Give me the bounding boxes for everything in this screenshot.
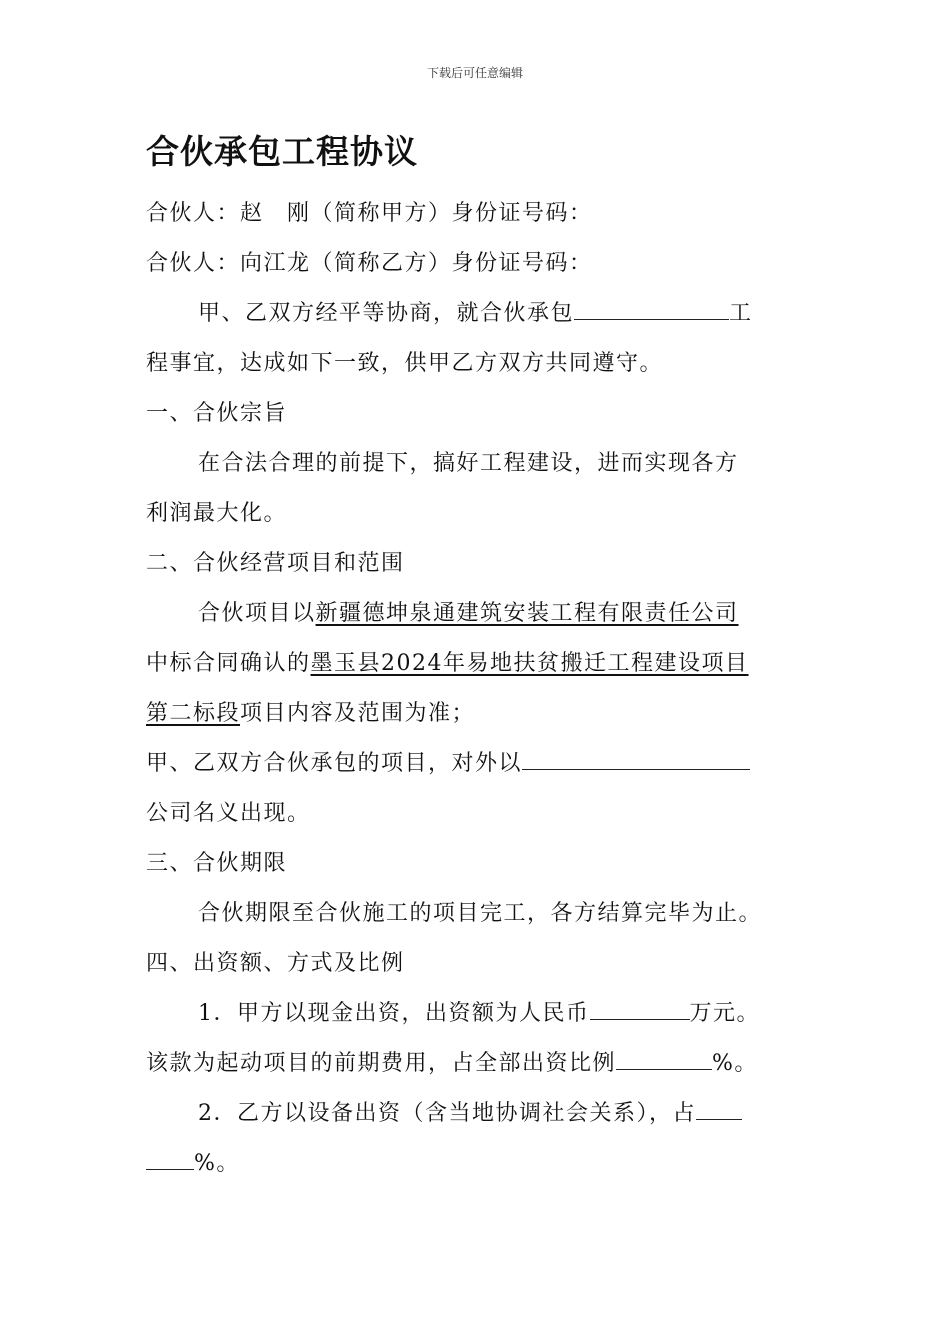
- s4-text-c: 该款为起动项目的前期费用，占全部出资比例: [146, 1051, 617, 1076]
- section-1-text-2: 利润最大化。: [146, 501, 288, 526]
- ratio-b-blank-start[interactable]: [696, 1101, 742, 1120]
- party-b-line: 合伙人：向江龙（简称乙方）身份证号码：: [146, 251, 593, 276]
- s2-text-b: 中标合同确认的: [146, 651, 311, 676]
- ratio-b-blank-end[interactable]: [146, 1151, 194, 1170]
- ratio-a-blank[interactable]: [616, 1051, 712, 1070]
- section-1-heading: 一、合伙宗旨: [146, 401, 288, 426]
- section-2-line-2: [146, 646, 749, 677]
- project-name: 墨玉县2024年易地扶贫搬迁工程建设项目: [310, 651, 749, 676]
- intro-text-b: 工: [729, 301, 753, 326]
- project-section: 第二标段: [146, 701, 241, 726]
- section-4-heading: 四、出资额、方式及比例: [146, 951, 405, 976]
- s2-text-c: 项目内容及范围为准；: [240, 701, 476, 726]
- header-note: 下载后可任意编辑: [426, 66, 523, 80]
- intro-text-a: 甲、乙双方经平等协商，就合伙承包: [198, 301, 575, 326]
- section-4-line-3: [198, 1096, 742, 1127]
- intro-line-1: [198, 296, 753, 327]
- s4-text-f: %。: [194, 1151, 240, 1176]
- document-title: 合伙承包工程协议: [146, 132, 418, 171]
- s4-text-a: 1．甲方以现金出资，出资额为人民币: [198, 1001, 590, 1026]
- project-name-blank[interactable]: [574, 301, 729, 320]
- section-3-text: 合伙期限至合伙施工的项目完工，各方结算完毕为止。: [198, 901, 763, 926]
- s4-text-b: 万元。: [689, 1001, 761, 1026]
- party-a-line: 合伙人：赵 刚（简称甲方）身份证号码：: [146, 201, 593, 226]
- s4-text-e: 2．乙方以设备出资（含当地协调社会关系），占: [198, 1101, 696, 1126]
- intro-line-2: 程事宜，达成如下一致，供甲乙方双方共同遵守。: [146, 351, 664, 376]
- amount-blank[interactable]: [590, 1001, 690, 1020]
- s4-text-d: %。: [712, 1051, 758, 1076]
- s2-text-a: 合伙项目以: [198, 601, 316, 626]
- company-name: 新疆德坤泉通建筑安装工程有限责任公司: [315, 601, 739, 626]
- section-4-line-1: [198, 996, 760, 1027]
- section-2-heading: 二、合伙经营项目和范围: [146, 551, 405, 576]
- section-1-text-1: 在合法合理的前提下，搞好工程建设，进而实现各方: [198, 451, 739, 476]
- s2-text-d: 甲、乙双方合伙承包的项目，对外以: [146, 751, 523, 776]
- section-2-line-1: [198, 596, 739, 627]
- section-4-line-2: [146, 1046, 758, 1077]
- section-2-line-3: [146, 696, 475, 727]
- company-blank[interactable]: [522, 751, 750, 770]
- section-4-line-4: [146, 1146, 240, 1177]
- section-3-heading: 三、合伙期限: [146, 851, 288, 876]
- section-2-line-5: 公司名义出现。: [146, 801, 311, 826]
- section-2-line-4: [146, 746, 750, 777]
